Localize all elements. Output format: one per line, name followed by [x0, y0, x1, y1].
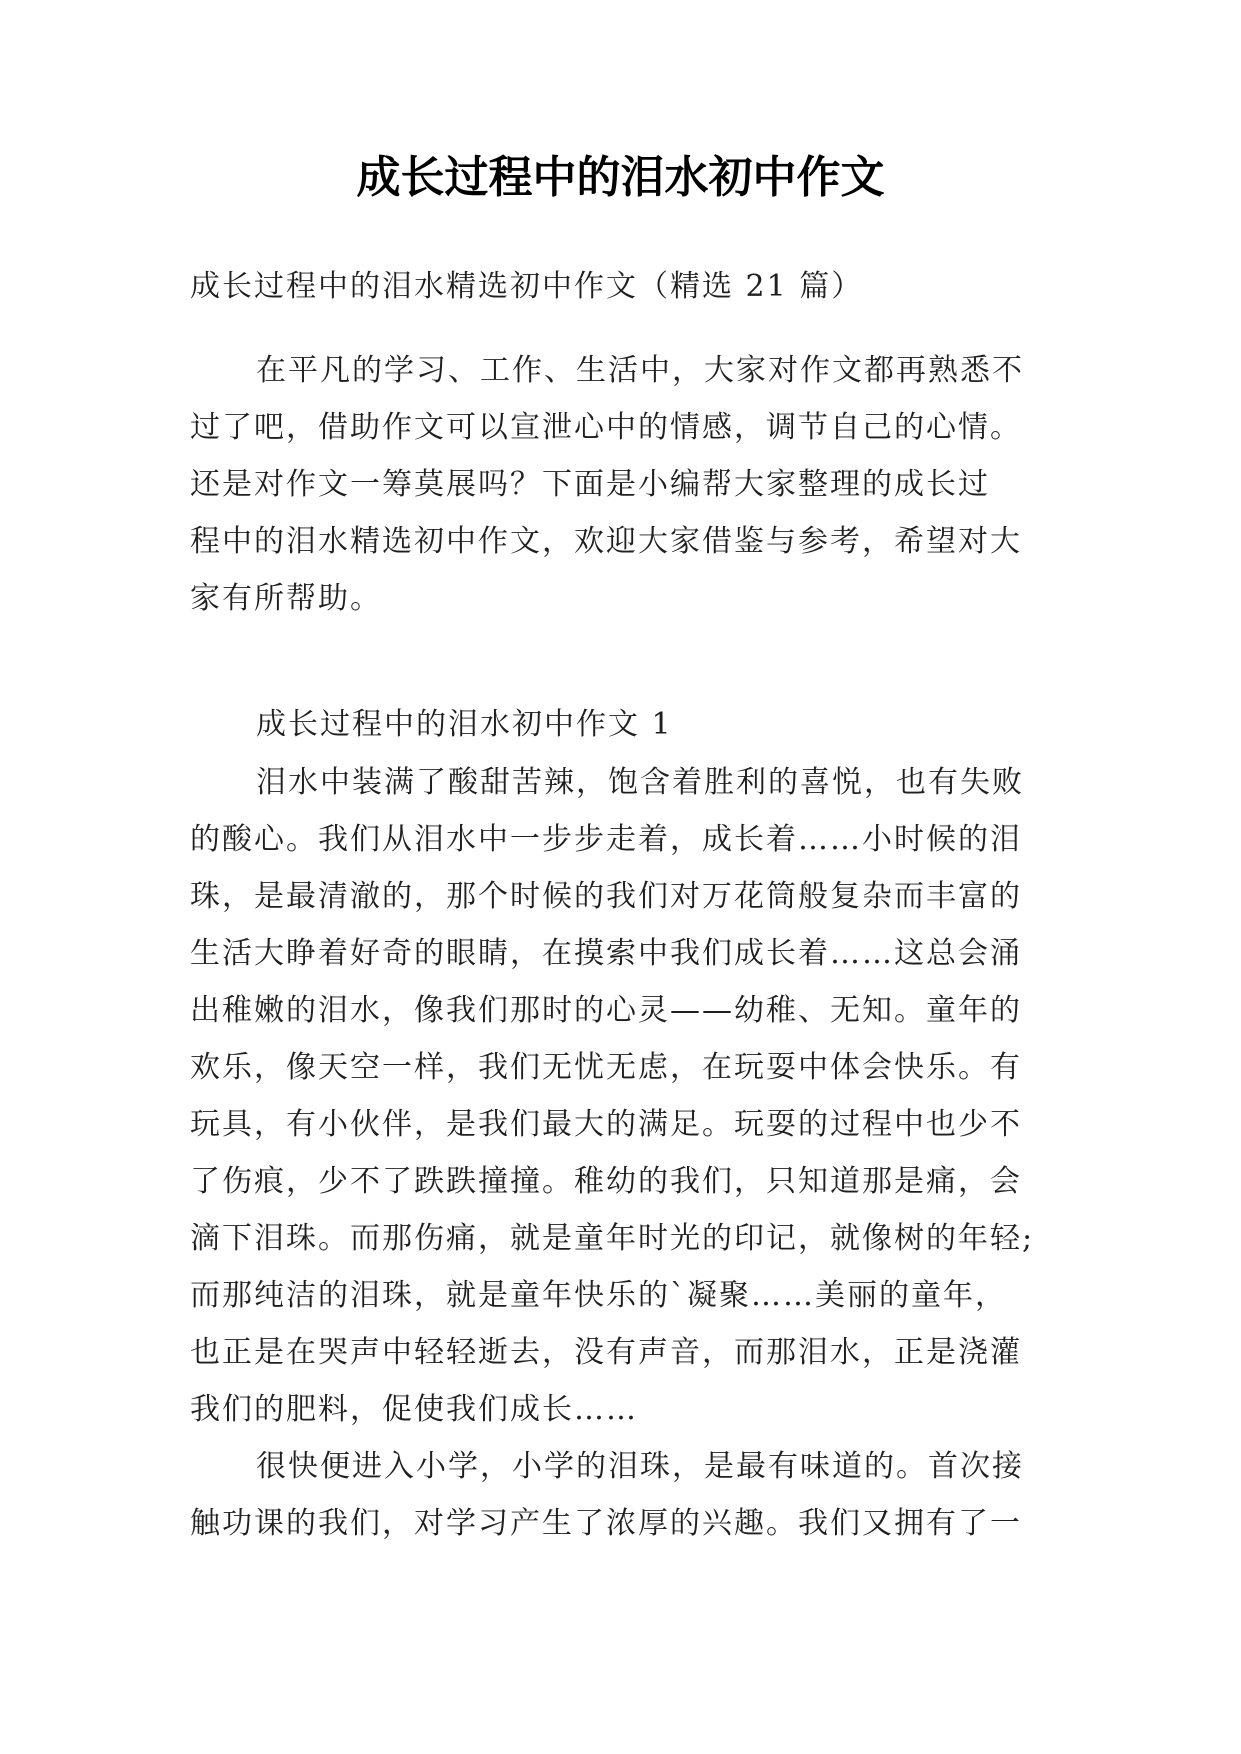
body-line: 出稚嫩的泪水，像我们那时的心灵——幼稚、无知。童年的 — [190, 993, 1022, 1028]
intro-paragraph — [190, 342, 1052, 627]
body-line: 而那纯洁的泪珠，就是童年快乐的`凝聚……美丽的童年， — [190, 1278, 1007, 1313]
body-line: 珠，是最清澈的，那个时候的我们对万花筒般复杂而丰富的 — [190, 879, 1022, 914]
intro-line: 还是对作文一筹莫展吗？下面是小编帮大家整理的成长过 — [190, 467, 990, 502]
intro-line: 在平凡的学习、工作、生活中，大家对作文都再熟悉不 — [256, 353, 1024, 388]
section-heading-text: 成长过程中的泪水初中作文 1 — [256, 707, 673, 742]
body-line: 滴下泪珠。而那伤痛，就是童年时光的印记，就像树的年轻; — [190, 1221, 1035, 1256]
body-line: 了伤痕，少不了跌跌撞撞。稚幼的我们，只知道那是痛，会 — [190, 1164, 1022, 1199]
body-line: 的酸心。我们从泪水中一步步走着，成长着……小时候的泪 — [190, 822, 1022, 857]
body-line: 生活大睁着好奇的眼睛，在摸索中我们成长着……这总会涌 — [190, 936, 1022, 971]
section-body — [190, 754, 1052, 1552]
intro-line: 过了吧，借助作文可以宣泄心中的情感，调节自己的心情。 — [190, 410, 1022, 445]
body-line: 玩具，有小伙伴，是我们最大的满足。玩耍的过程中也少不 — [190, 1107, 1022, 1142]
body-line: 泪水中装满了酸甜苦辣，饱含着胜利的喜悦，也有失败 — [256, 765, 1024, 800]
intro-line: 家有所帮助。 — [190, 581, 382, 616]
body-line: 也正是在哭声中轻轻逝去，没有声音，而那泪水，正是浇灌 — [190, 1335, 1022, 1370]
intro-line: 程中的泪水精选初中作文，欢迎大家借鉴与参考，希望对大 — [190, 524, 1022, 559]
section-heading — [190, 696, 1052, 753]
body-line: 触功课的我们，对学习产生了浓厚的兴趣。我们又拥有了一 — [190, 1506, 1022, 1541]
body-line: 我们的肥料，促使我们成长…… — [190, 1392, 638, 1427]
document-subtitle — [190, 258, 1052, 315]
body-line: 很快便进入小学，小学的泪珠，是最有味道的。首次接 — [256, 1449, 1024, 1484]
subtitle-line: 成长过程中的泪水精选初中作文（精选 21 篇） — [190, 269, 864, 304]
body-line: 欢乐，像天空一样，我们无忧无虑，在玩耍中体会快乐。有 — [190, 1050, 1022, 1085]
document-title: 成长过程中的泪水初中作文 — [356, 152, 885, 203]
